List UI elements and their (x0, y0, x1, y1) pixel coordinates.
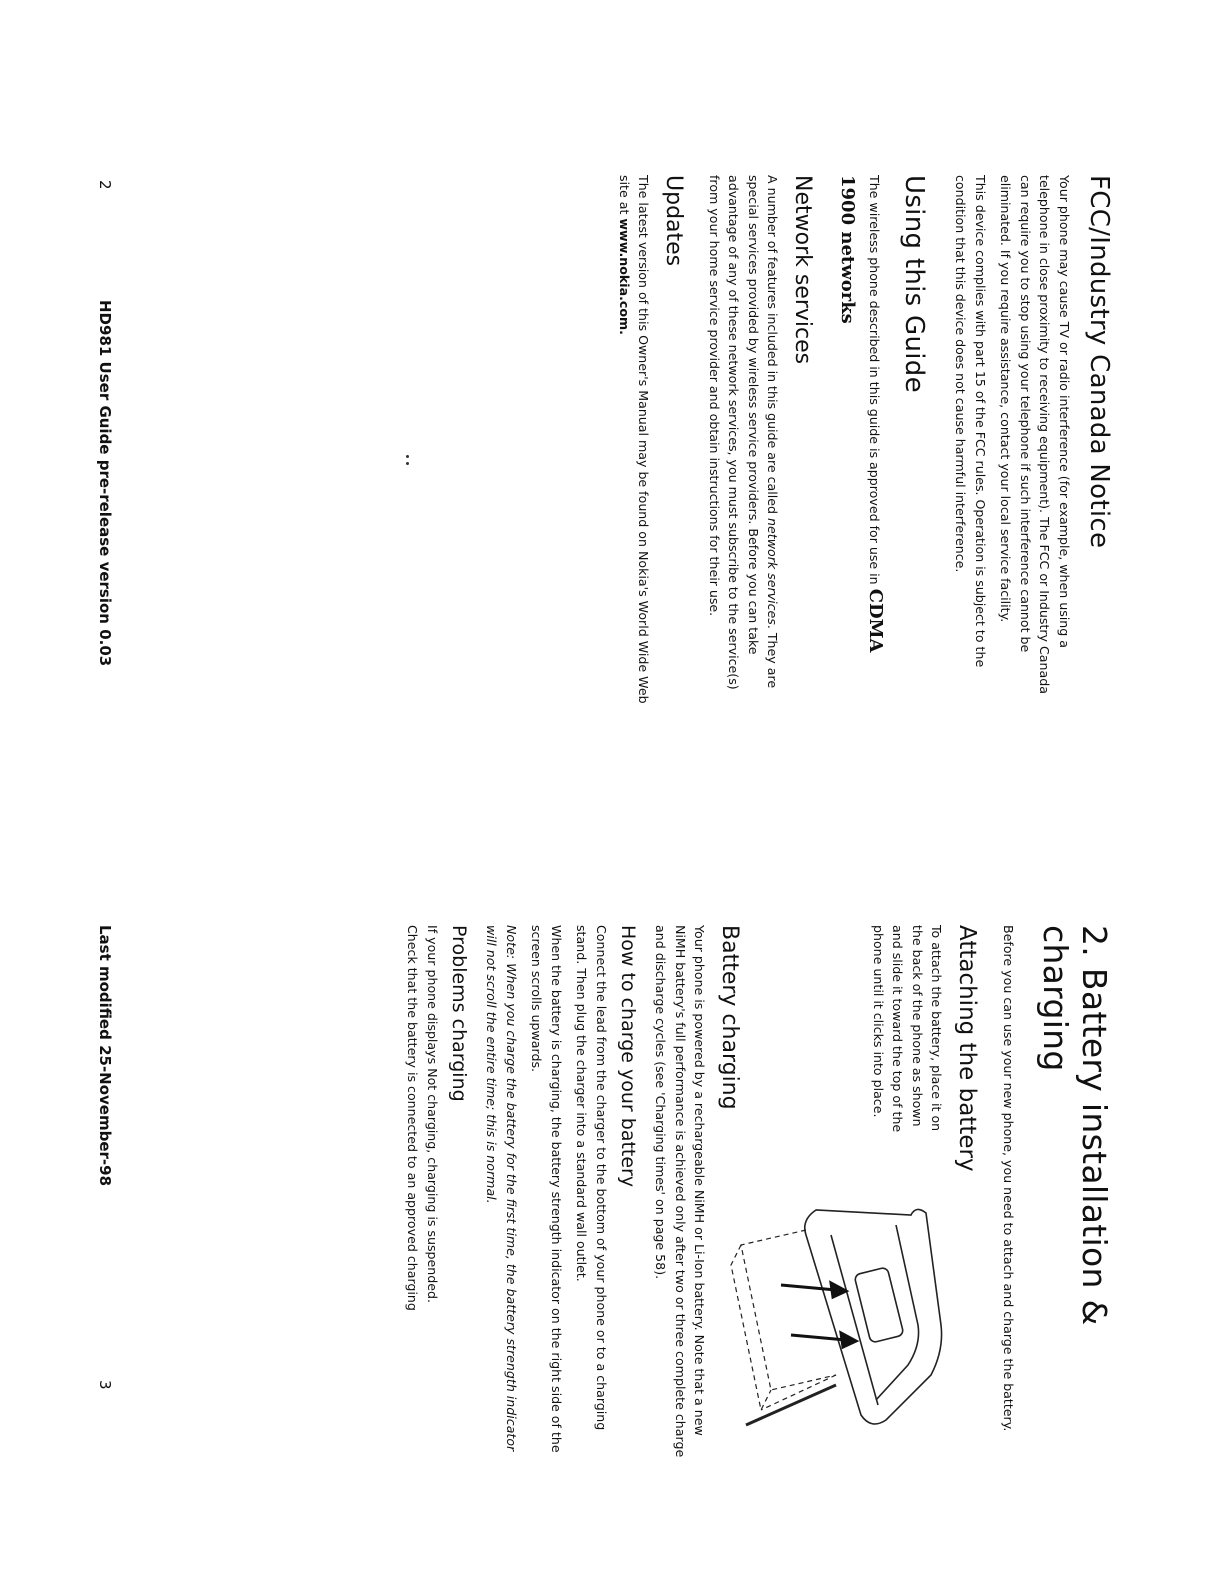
fcc-paragraph-2: This device complies with part 15 of the FCC rules. Operation is subject to the condition that this device does not cause harmful interference. (953, 175, 988, 668)
fcc-paragraph-1: Your phone may cause TV or radio interference (for example, when using a telephone in close proximity to receiving equipment). The FCC or Industry Canada can require you to stop using your telephone if such interference cannot be eliminated. If you require assistance, contact your local service facility. (998, 175, 1072, 694)
problems-paragraph-1: If your phone displays Not charging, charging is suspended. (424, 925, 440, 1303)
left-page (608, 175, 1114, 705)
left-page-number: 2 (96, 180, 114, 190)
scan-speck (406, 462, 409, 465)
how-to-paragraph-1: Connect the lead from the charger to the bottom of your phone or to a charging stand. Then plug the charger into a standard wall outlet. (574, 925, 609, 1431)
note-text: When you charge the battery for the first time, the battery strength indicator will not scroll the entire time; this is normal. (484, 925, 519, 1452)
right-footer-label: Last modified 25-November-98 (96, 925, 114, 1187)
battery-charging-text: Your phone is powered by a rechargeable NiMH or Li-Ion battery. Note that a new NiMH battery's full performance is achieved only after two or three complete charge and discharge cycles (see 'Charging times' on page 58). (653, 925, 708, 1458)
right-page-number: 3 (96, 1380, 114, 1390)
updates-paragraph (614, 175, 653, 705)
attaching-section (746, 925, 946, 1470)
chapter-intro: Before you can use your new phone, you need to attach and charge the battery. (1001, 925, 1016, 1432)
updates-text: The latest version of this Owner's Manual may be found on Nokia's World Wide Web site at (616, 175, 652, 704)
guide-networks: CDMA 1900 networks (837, 175, 886, 653)
network-text-b: . They are special services provided by wireless service providers. Before you can take advantage of any of these network services, you must subscribe to the service(s) from your home service provider and obtain instructions for their use. (706, 175, 781, 690)
network-text-a: A number of features included in this guide are called (765, 175, 781, 515)
how-to-charge-title: How to charge your battery (616, 925, 639, 1188)
battery-attach-illustration (721, 1175, 956, 1435)
guide-title: Using this Guide (898, 175, 929, 393)
network-services-paragraph (704, 175, 782, 705)
problems-charging-title: Problems charging (447, 925, 470, 1102)
how-to-paragraph-2: When the battery is charging, the battery strength indicator on the right side of the screen scrolls upwards. (529, 925, 564, 1453)
right-page (397, 925, 1114, 1470)
attaching-text: To attach the battery, place it on the back of the phone as shown and slide it toward the top of the phone until it clicks into place. (870, 925, 945, 1133)
scan-speck (406, 455, 409, 458)
attaching-title: Attaching the battery (954, 925, 981, 1172)
guide-text: The wireless phone described in this guide is approved for use in (866, 175, 882, 585)
battery-charging-title: Battery charging (717, 925, 743, 1110)
chapter-title: 2. Battery installation & charging (1036, 925, 1114, 1326)
guide-paragraph (833, 175, 889, 705)
updates-title: Updates (661, 175, 687, 267)
note-label: Note: (503, 925, 519, 960)
left-footer-label: HD981 User Guide pre-release version 0.03 (96, 300, 114, 667)
how-to-note (482, 925, 521, 1470)
problems-paragraph-2: Check that the battery is connected to an approved charging (405, 925, 421, 1311)
fcc-title: FCC/Industry Canada Notice (1084, 175, 1114, 549)
network-text-italic: network services (765, 518, 781, 625)
updates-url[interactable]: www.nokia.com. (616, 218, 632, 335)
network-services-title: Network services (790, 175, 816, 365)
